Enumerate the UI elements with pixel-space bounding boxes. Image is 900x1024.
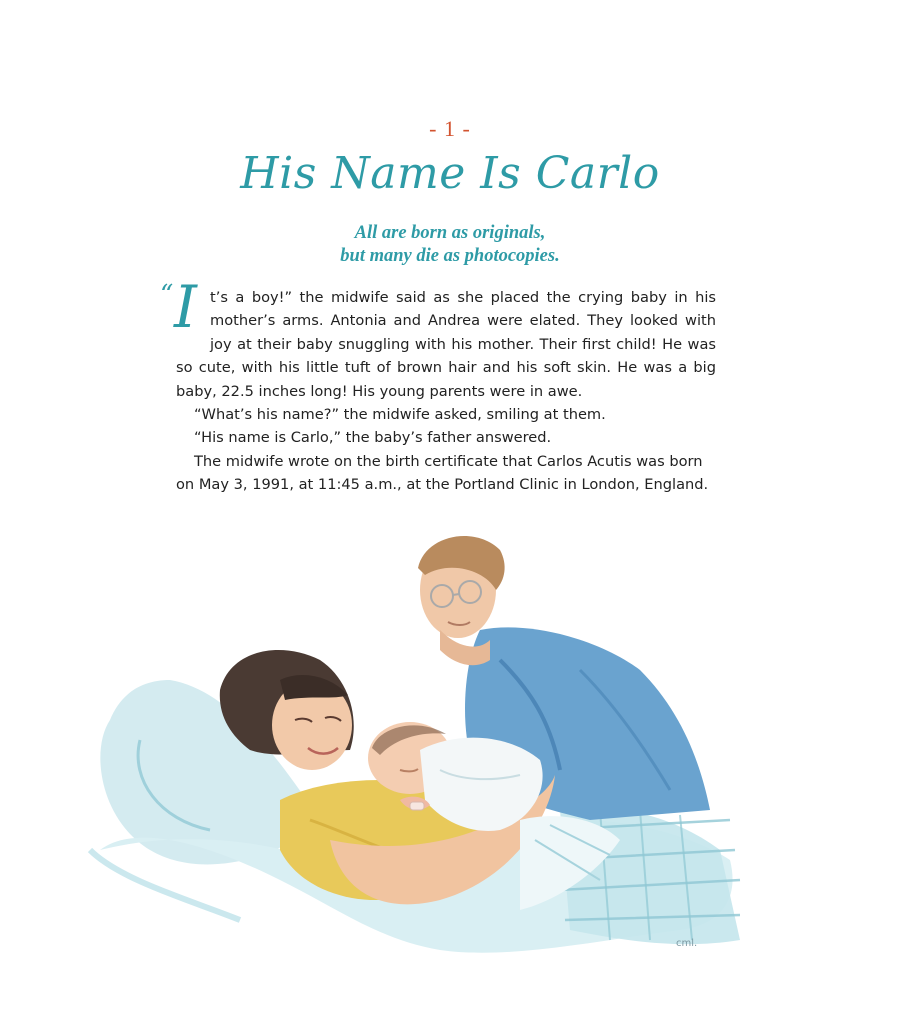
paragraph-2: “What’s his name?” the midwife asked, smiling at them. (194, 406, 606, 424)
chapter-title: His Name Is Carlo (240, 148, 660, 199)
open-quote-mark: “ (160, 280, 174, 310)
paragraph-3: “His name is Carlo,” the baby’s father answered. (194, 429, 552, 447)
drop-cap-block (160, 273, 208, 341)
chapter-number: - 1 - (429, 116, 471, 141)
epigraph-line-2: but many die as photocopies. (340, 246, 560, 266)
artist-signature: cml. (676, 938, 698, 949)
watercolor-illustration-newborn (80, 520, 760, 980)
first-paragraph-text: t’s a boy!” the midwife said as she placed the crying baby in his mother’s arms. Antonia and Andrea were elated. They looked with joy at their baby snuggling with his mother. Their first child! He was so cute, with his little tuft of brown hair and his soft skin. He was a big baby, 22.5 inches long! His young parents were in awe. (176, 289, 716, 400)
paragraph-4: The midwife wrote on the birth certificate that Carlos Acutis was born on May 3, 1991, at 11:45 a.m., at the Portland Clinic in London, England. (176, 452, 709, 494)
story-text (160, 273, 716, 497)
first-paragraph (160, 273, 716, 403)
epigraph-line-1: All are born as originals, (354, 223, 546, 243)
epigraph (0, 222, 900, 268)
drop-cap-letter: I (174, 273, 197, 341)
